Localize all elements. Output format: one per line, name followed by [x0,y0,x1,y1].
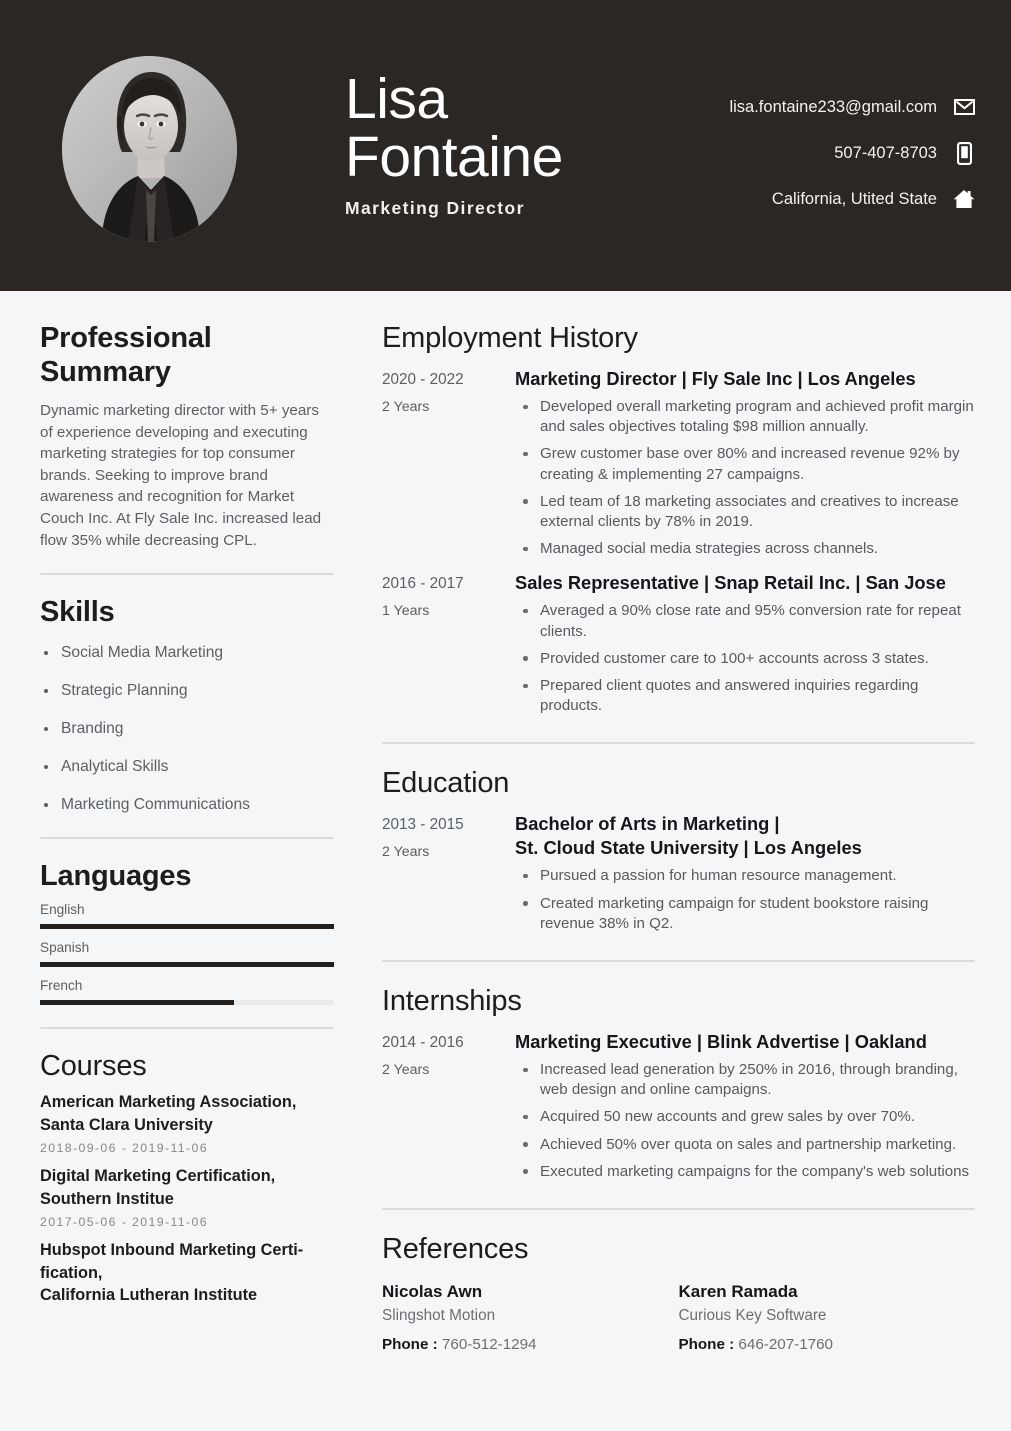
employment-entry [382,571,975,716]
contact-phone[interactable] [545,130,975,176]
divider [40,1027,334,1029]
entry-heading: Sales Representative | Snap Retail Inc. | San Jose [515,572,946,594]
entry-duration: 2 Years [382,844,430,861]
professional-summary-text: Dynamic marketing director with 5+ years of experience developing and executing marketing strategies for top consumer brands. Seeking to improve brand awareness and recognition for Market Couch Inc. At Fly Sale Inc. increased lead flow 35% while decreasing CPL. [40,402,322,549]
list-item: Achieved 50% over quota on sales and partnership marketing. [515,1135,975,1155]
list-item [40,1091,334,1156]
contact-email-text: lisa.fontaine233@gmail.com [729,97,937,116]
languages-list [40,902,334,1005]
courses-list [40,1091,334,1307]
language-level-bar [40,962,334,967]
section-title-internships: Internships [382,985,522,1018]
reference-phone-value: 646-207-1760 [738,1336,834,1354]
divider [382,960,975,962]
course-date: 2018-09-06 - 2019-11-06 [40,1141,209,1156]
list-item: Increased lead generation by 250% in 2016, through branding, web design and online campaigns. [515,1060,975,1100]
contact-address-text: California, Utited State [771,189,937,208]
section-title-skills: Skills [40,596,115,629]
language-level-bar [40,1000,334,1005]
reference-phone-label: Phone : [678,1336,735,1354]
entry-heading: Marketing Director | Fly Sale Inc | Los Angeles [515,368,916,389]
list-item: Social Media Marketing [40,643,334,663]
reference-item [382,1280,679,1355]
entry-date-range: 2020 - 2022 [382,371,464,388]
entry-meta [382,571,515,716]
resume-body [0,291,1011,1355]
language-level-fill [40,1000,234,1005]
contact-email[interactable] [545,84,975,130]
language-level-fill [40,962,334,967]
section-title-courses: Courses [40,1050,147,1083]
section-internships [382,984,975,1182]
section-courses [40,1049,334,1307]
section-professional-summary [40,321,334,551]
envelope-icon [953,95,975,119]
first-name: Lisa [345,67,448,131]
entry-date-range: 2014 - 2016 [382,1034,464,1052]
list-item: Acquired 50 new accounts and grew sales by over 70%. [515,1107,975,1127]
course-name: Hubspot Inbound Marketing Certi- fication, California Lutheran Institute [40,1241,304,1305]
entry-bullets [515,397,975,559]
list-item: Led team of 18 marketing associates and creatives to increase external clients by 78% in 2019. [515,492,975,532]
entry-body [515,812,975,934]
list-item: Marketing Communications [40,795,334,815]
mobile-phone-icon [953,141,975,165]
contact-phone-text: 507-407-8703 [834,143,937,162]
avatar [62,56,237,242]
language-label: Spanish [40,940,90,956]
entry-meta [382,1030,515,1182]
section-references [382,1232,975,1355]
section-skills [40,595,334,815]
reference-name: Karen Ramada [678,1282,798,1302]
employment-entry [382,367,975,559]
list-item: Created marketing campaign for student bookstore raising revenue 38% in Q2. [515,894,975,934]
list-item: Executed marketing campaigns for the company's web solutions [515,1162,975,1182]
section-employment-history [382,321,975,716]
entry-meta [382,812,515,934]
reference-company: Slingshot Motion [382,1307,496,1325]
section-title-education: Education [382,767,510,800]
language-row [40,902,334,929]
list-item [40,1165,334,1230]
entry-date-range: 2013 - 2015 [382,816,464,834]
internship-entry [382,1030,975,1182]
resume-header [0,0,1011,291]
entry-body [515,571,975,716]
section-title-professional-summary: Professional Summary [40,322,212,388]
education-entry [382,812,975,934]
sidebar-column [0,291,372,1355]
contact-address[interactable] [545,176,975,222]
entry-body [515,367,975,559]
section-title-languages: Languages [40,860,192,893]
list-item: Strategic Planning [40,681,334,701]
entry-duration: 1 Years [382,603,430,620]
entry-bullets [515,601,975,716]
entry-body [515,1030,975,1182]
entry-date-range: 2016 - 2017 [382,575,464,593]
contact-block [545,84,975,222]
language-level-bar [40,924,334,929]
list-item: Pursued a passion for human resource management. [515,866,975,886]
entry-meta [382,367,515,559]
course-date: 2017-05-06 - 2019-11-06 [40,1215,209,1230]
language-label: English [40,902,85,918]
entry-bullets [515,866,975,934]
entry-heading: Bachelor of Arts in Marketing | St. Cloud State University | Los Angeles [515,813,862,859]
main-column [372,291,1011,1355]
reference-item [679,1280,976,1355]
references-list [382,1280,975,1355]
skills-list [40,643,334,815]
section-title-references: References [382,1233,529,1266]
list-item: Grew customer base over 80% and increased revenue 92% by creating & implementing 27 campaigns. [515,444,975,484]
language-row [40,940,334,967]
language-row [40,978,334,1005]
course-name: Digital Marketing Certification, Southern Institue [40,1167,276,1208]
list-item: Averaged a 90% close rate and 95% conversion rate for repeat clients. [515,601,975,641]
section-education [382,766,975,934]
divider [40,837,334,839]
reference-phone [679,1334,976,1355]
reference-name: Nicolas Awn [382,1282,483,1302]
entry-duration: 2 Years [382,399,430,415]
language-level-fill [40,924,334,929]
list-item [40,1239,334,1307]
portrait-photo-icon [62,56,237,242]
language-label: French [40,978,83,994]
reference-phone [382,1334,679,1355]
list-item: Managed social media strategies across channels. [515,539,975,559]
section-title-employment-history: Employment History [382,322,638,354]
reference-phone-value: 760-512-1294 [441,1336,537,1354]
list-item: Provided customer care to 100+ accounts across 3 states. [515,649,975,669]
last-name: Fontaine [345,125,563,189]
reference-phone-label: Phone : [382,1336,438,1354]
list-item: Branding [40,719,334,739]
course-name: American Marketing Association, Santa Clara University [40,1093,297,1134]
divider [382,742,975,744]
job-title: Marketing Director [345,198,525,218]
reference-company: Curious Key Software [678,1307,827,1325]
list-item: Developed overall marketing program and achieved profit margin and sales objectives totaling $98 million annually. [515,397,975,437]
section-languages [40,859,334,1005]
home-icon [953,187,975,211]
entry-duration: 2 Years [382,1062,430,1079]
entry-heading: Marketing Executive | Blink Advertise | Oakland [515,1031,927,1053]
list-item: Prepared client quotes and answered inquiries regarding products. [515,676,975,716]
divider [382,1208,975,1210]
entry-bullets [515,1060,975,1182]
divider [40,573,334,575]
list-item: Analytical Skills [40,757,334,777]
